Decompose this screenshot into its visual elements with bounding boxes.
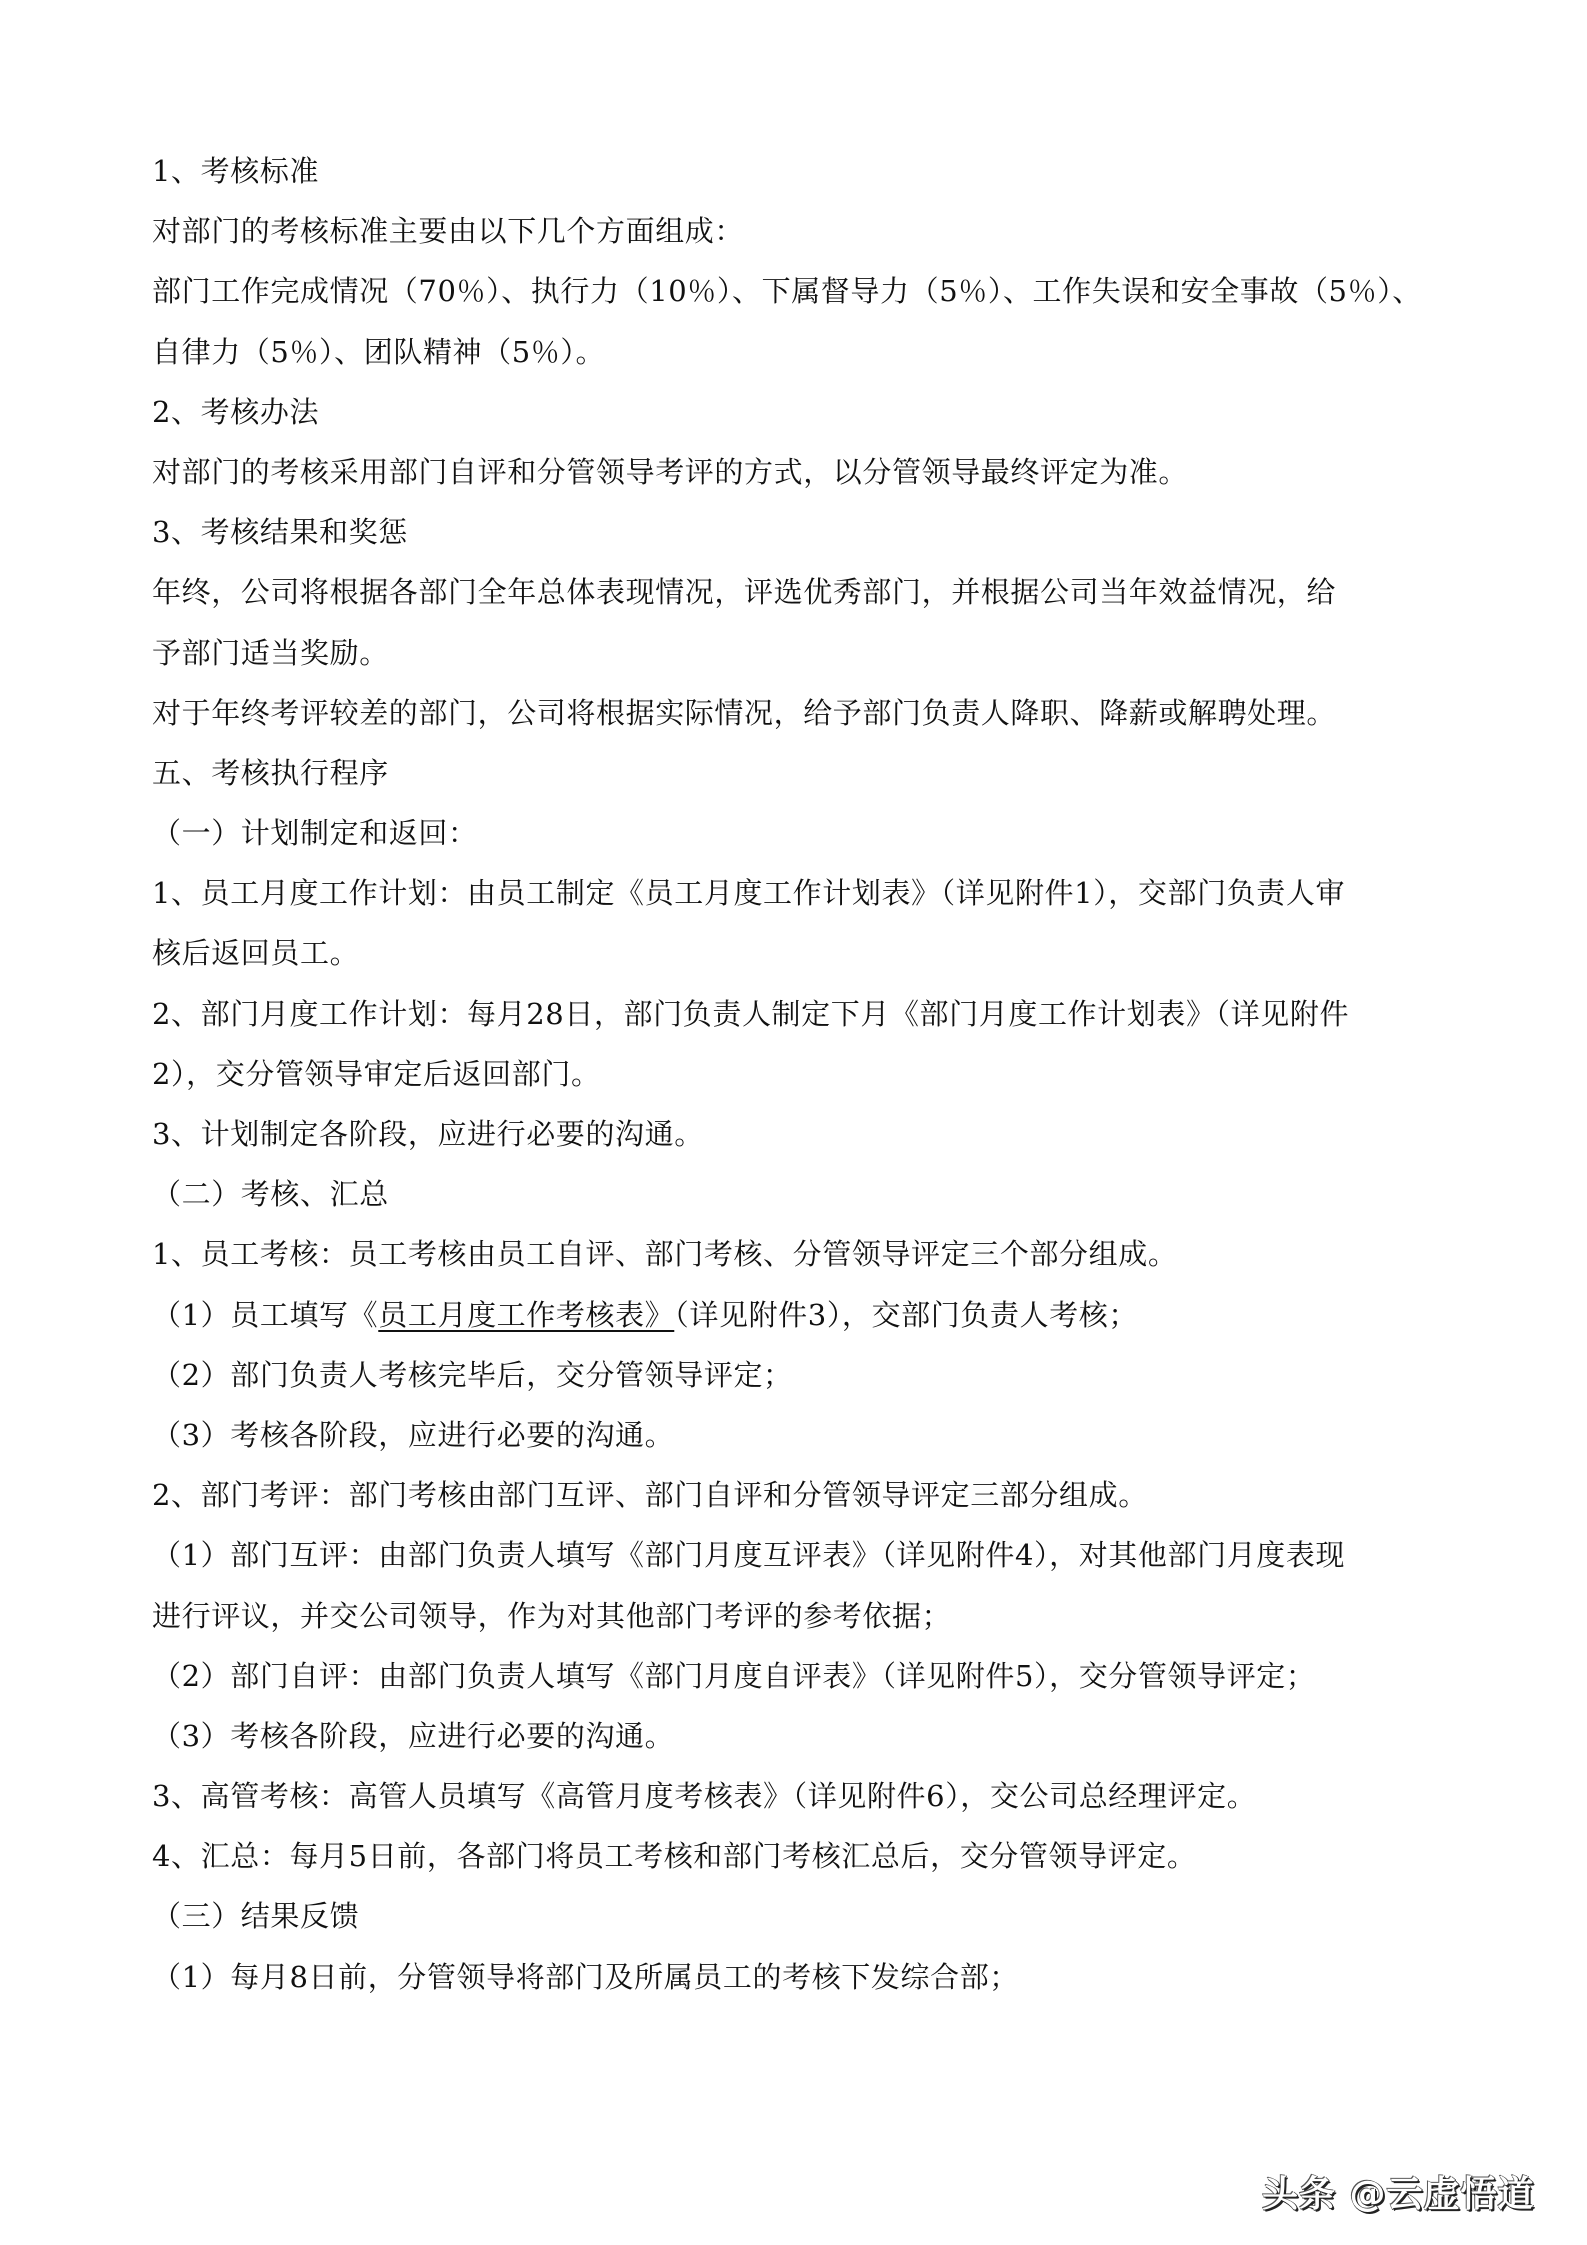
- paragraph-line: 自律力（5％）、团队精神（5％）。: [152, 334, 606, 369]
- heading-assessment-method: 2、考核办法: [152, 394, 320, 429]
- paragraph-line: 部门工作完成情况（70％）、执行力（10％）、下属督导力（5％）、工作失误和安全事故（5％）、: [152, 274, 1422, 309]
- paragraph-line: （2）部门自评：由部门负责人填写《部门月度自评表》（详见附件5），交分管领导评定；: [152, 1658, 1316, 1693]
- paragraph-line: 3、高管考核：高管人员填写《高管月度考核表》（详见附件6），交公司总经理评定。: [152, 1779, 1257, 1814]
- subsection-heading-feedback: （三）结果反馈: [152, 1899, 360, 1934]
- paragraph-line: 2），交分管领导审定后返回部门。: [152, 1056, 601, 1091]
- section-heading-execution-procedure: 五、考核执行程序: [152, 755, 389, 790]
- paragraph-line: 对部门的考核标准主要由以下几个方面组成：: [152, 214, 745, 249]
- paragraph-line: 年终，公司将根据各部门全年总体表现情况，评选优秀部门，并根据公司当年效益情况，给: [152, 575, 1337, 610]
- paragraph-line: 进行评议，并交公司领导，作为对其他部门考评的参考依据；: [152, 1598, 952, 1633]
- paragraph-line: 予部门适当奖励。: [152, 635, 389, 670]
- paragraph-line: （1）部门互评：由部门负责人填写《部门月度互评表》（详见附件4），对其他部门月度表现: [152, 1538, 1346, 1573]
- document-body: [152, 141, 1442, 2007]
- paragraph-line: 2、部门考评：部门考核由部门互评、部门自评和分管领导评定三部分组成。: [152, 1478, 1148, 1513]
- paragraph-line: 对于年终考评较差的部门，公司将根据实际情况，给予部门负责人降职、降薪或解聘处理。: [152, 695, 1337, 730]
- paragraph-line-with-underline: [152, 1285, 1442, 1345]
- paragraph-line: 1、员工月度工作计划：由员工制定《员工月度工作计划表》（详见附件1），交部门负责人审: [152, 876, 1346, 911]
- heading-assessment-standard: 1、考核标准: [152, 154, 320, 188]
- paragraph-line: 1、员工考核：员工考核由员工自评、部门考核、分管领导评定三个部分组成。: [152, 1237, 1178, 1272]
- paragraph-line: 对部门的考核采用部门自评和分管领导考评的方式，以分管领导最终评定为准。: [152, 454, 1189, 489]
- line-prefix: （1）员工填写《: [152, 1297, 379, 1332]
- paragraph-line: 2、部门月度工作计划：每月28日，部门负责人制定下月《部门月度工作计划表》（详见附件: [152, 996, 1350, 1031]
- heading-results-and-rewards: 3、考核结果和奖惩: [152, 515, 408, 550]
- subsection-heading-assessment-summary: （二）考核、汇总: [152, 1177, 389, 1212]
- underlined-form-title: 员工月度工作考核表》: [378, 1297, 675, 1332]
- line-suffix: （详见附件3），交部门负责人考核；: [674, 1297, 1138, 1332]
- subsection-heading-planning: （一）计划制定和返回：: [152, 816, 478, 851]
- paragraph-line: （3）考核各阶段，应进行必要的沟通。: [152, 1417, 675, 1452]
- paragraph-line: 核后返回员工。: [152, 936, 360, 971]
- paragraph-line: （1）每月8日前，分管领导将部门及所属员工的考核下发综合部；: [152, 1959, 1019, 1994]
- paragraph-line: 4、汇总：每月5日前，各部门将员工考核和部门考核汇总后，交分管领导评定。: [152, 1839, 1197, 1874]
- paragraph-line: 3、计划制定各阶段，应进行必要的沟通。: [152, 1117, 704, 1151]
- paragraph-line: （3）考核各阶段，应进行必要的沟通。: [152, 1718, 675, 1753]
- paragraph-line: （2）部门负责人考核完毕后，交分管领导评定；: [152, 1357, 793, 1392]
- watermark: 头条 @云虚悟道: [1262, 2174, 1535, 2215]
